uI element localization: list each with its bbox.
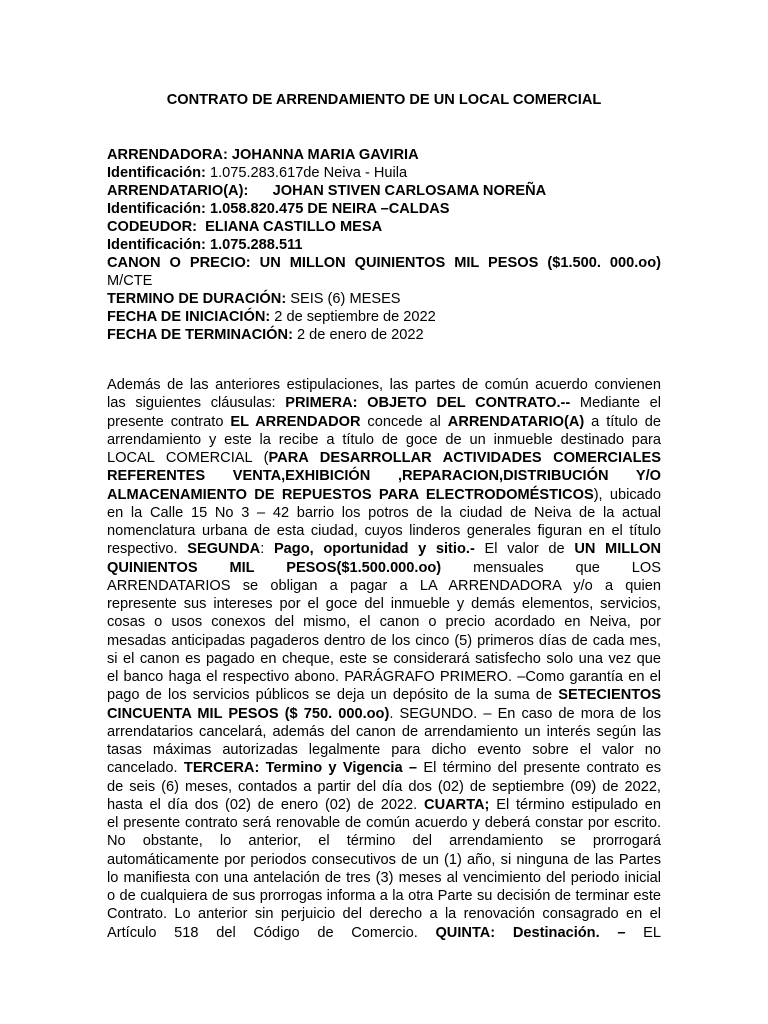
bold-run: QUINIENTOS MIL PESOS — [107, 559, 337, 576]
body-line: ARRENDATARIOS se obligan a pagar a LA ARRENDADORA y/o a quien — [107, 577, 661, 594]
text-run: hasta el día dos (02) de enero (02) de 2022. — [107, 796, 425, 813]
body-line: No obstante, lo anterior, el término del arrendamiento se prorrogará — [107, 833, 661, 850]
body-line — [107, 394, 661, 412]
text-run: las siguientes cláusulas: — [107, 395, 286, 412]
text-run: : — [260, 541, 274, 558]
body-line: lo manifiesta con una antelación de tres (3) meses al vencimiento del periodo inicial — [107, 869, 661, 886]
text-run: concede al — [360, 413, 448, 430]
body-line: tasas máximas autorizadas legalmente para dicho evento sobre el valor no — [107, 742, 661, 758]
codeudor-label: CODEUDOR: — [107, 219, 197, 235]
body-line: cosas o usos conexos del mismo, el canon o precio acordado en Neiva, por — [107, 614, 661, 631]
clause-primera-heading: PRIMERA: OBJETO DEL CONTRATO.-- — [285, 395, 571, 412]
arrendatario-label: ARRENDATARIO(A): — [107, 183, 249, 199]
identificacion-line-3 — [107, 236, 661, 254]
text-run: LOCAL COMERCIAL ( — [107, 450, 269, 466]
contract-body-paragraph — [107, 376, 661, 942]
termino-value: SEIS (6) MESES — [290, 291, 401, 307]
body-line — [107, 686, 661, 704]
inicio-value: 2 de septiembre de 2022 — [274, 309, 436, 325]
body-line — [107, 759, 661, 777]
arrendatario-value: JOHAN STIVEN CARLOSAMA NOREÑA — [272, 183, 547, 199]
termino-label: TERMINO DE DURACIÓN: — [107, 291, 287, 307]
text-run: El término del presente contrato es — [417, 760, 661, 777]
clause-segunda-heading: SEGUNDA — [187, 541, 261, 558]
body-line: nomenclatura urbana de esta ciudad, cuyos linderos generales figuran en el título — [107, 523, 661, 539]
canon-line — [107, 254, 661, 272]
body-line — [107, 924, 661, 942]
identificacion-line-2 — [107, 200, 661, 218]
text-run: El término estipulado en — [489, 796, 662, 813]
body-line — [107, 540, 661, 558]
body-line: el presente contrato será renovable de común acuerdo y deberá constar por escrito. — [107, 815, 661, 831]
identificacion-line-1 — [107, 164, 661, 182]
fecha-fin-line — [107, 326, 661, 344]
clause-quinta-heading: QUINTA: Destinación. – — [435, 924, 626, 941]
body-line: arrendamiento y este la recibe a título de goce de un inmueble destinado para — [107, 431, 661, 448]
id2-label: Identificación: — [107, 201, 206, 217]
codeudor-line — [107, 218, 661, 236]
body-line: represente sus intereses por el goce del inmueble y demás elementos, servicios, — [107, 596, 661, 612]
body-line — [107, 705, 661, 723]
text-run: mensuales que LOS — [441, 559, 662, 576]
bold-run: Pago, oportunidad y sitio.- — [273, 541, 475, 558]
arrendadora-value: JOHANNA MARIA GAVIRIA — [231, 147, 419, 163]
text-run: Mediante el — [570, 395, 661, 412]
id1-value: 1.075.283.617de Neiva - Huila — [209, 165, 408, 181]
inicio-label: FECHA DE INICIACIÓN: — [107, 309, 271, 325]
body-line: o de cualquiera de sus prorrogas informa a la otra Parte su decisión de terminar este — [107, 888, 661, 904]
bold-run: ($1.500.000.oo) — [336, 559, 442, 576]
codeudor-value: ELIANA CASTILLO MESA — [205, 219, 383, 235]
body-line: Además de las anteriores estipulaciones, las partes de común acuerdo convienen — [107, 377, 661, 393]
text-run: Artículo 518 del Código de Comercio. — [107, 924, 436, 941]
text-run: presente contrato — [107, 413, 231, 430]
bold-run: SETECIENTOS — [558, 687, 661, 704]
bold-run: CINCUENTA MIL PESOS ($ 750. 000.oo) — [107, 705, 390, 722]
body-line — [107, 449, 661, 467]
text-run: EL — [625, 924, 661, 941]
bold-run: EL ARRENDADOR — [230, 413, 361, 430]
bold-run: ALMACENAMIENTO DE REPUESTOS PARA ELECTRODOMÉSTICOS — [107, 486, 594, 503]
canon-label: CANON O PRECIO: UN MILLON QUINIENTOS MIL PESOS — [107, 255, 539, 271]
bold-run: ARRENDATARIO(A) — [447, 413, 585, 430]
id3-label: Identificación: — [107, 237, 206, 253]
contract-header — [107, 146, 661, 344]
body-line — [107, 796, 661, 814]
text-run: a título de — [584, 413, 661, 430]
body-line: de seis (6) meses, contados a partir del día dos (02) de septiembre (09) de 2022, — [107, 778, 661, 795]
body-line — [107, 559, 661, 577]
body-line: mesadas anticipadas pagaderos dentro de los cinco (5) primeros días de cada mes, — [107, 632, 661, 649]
body-line — [107, 413, 661, 431]
text-run: El valor de — [474, 541, 575, 558]
text-run: ), ubicado — [593, 486, 661, 503]
canon-value: ($1.500. 000.oo) — [547, 255, 661, 271]
arrendadora-label: ARRENDADORA: — [107, 147, 228, 163]
clause-tercera-heading: TERCERA: Termino y Vigencia – — [183, 760, 418, 777]
bold-run: REFERENTES VENTA,EXHIBICIÓN ,REPARACION,DISTRIBUCIÓN Y/O — [107, 468, 661, 485]
body-line: el banco haga el respectivo abono. PARÁGRAFO PRIMERO. –Como garantía en el — [107, 669, 661, 685]
termino-line — [107, 290, 661, 308]
arrendatario-line — [107, 182, 661, 200]
body-line: si el canon es pagado en cheque, este se considerará satisfecho solo una vez que — [107, 650, 661, 667]
canon-suffix: M/CTE — [107, 273, 153, 289]
id3-value: 1.075.288.511 — [209, 237, 303, 253]
body-line: en la Calle 15 No 3 – 42 barrio los potros de la ciudad de Neiva de la actual — [107, 504, 661, 521]
clause-cuarta-heading: CUARTA; — [424, 796, 490, 813]
text-run: cancelado. — [107, 760, 184, 777]
fecha-inicio-line — [107, 308, 661, 326]
fin-value: 2 de enero de 2022 — [297, 327, 424, 343]
arrendadora-line — [107, 146, 661, 164]
body-line: arrendatarios cancelará, además del canon de arrendamiento un interés según las — [107, 723, 661, 740]
id2-value: 1.058.820.475 DE NEIRA –CALDAS — [209, 201, 450, 217]
body-line — [107, 467, 661, 485]
id1-label: Identificación: — [107, 165, 206, 181]
fin-label: FECHA DE TERMINACIÓN: — [107, 327, 293, 343]
text-run: pago de los servicios públicos se deja un depósito de la suma de — [107, 687, 559, 704]
body-line — [107, 486, 661, 504]
document-title: CONTRATO DE ARRENDAMIENTO DE UN LOCAL COMERCIAL — [166, 92, 602, 108]
text-run: . SEGUNDO. – En caso de mora de los — [389, 705, 661, 722]
bold-run: PARA DESARROLLAR ACTIVIDADES COMERCIALES — [268, 450, 661, 466]
body-line: automáticamente por periodos consecutivos de un (1) año, si ninguna de las Partes — [107, 851, 661, 868]
body-line: Contrato. Lo anterior sin perjuicio del derecho a la renovación consagrado en el — [107, 906, 661, 923]
text-run: respectivo. — [107, 541, 188, 558]
bold-run: UN MILLON — [574, 541, 661, 558]
